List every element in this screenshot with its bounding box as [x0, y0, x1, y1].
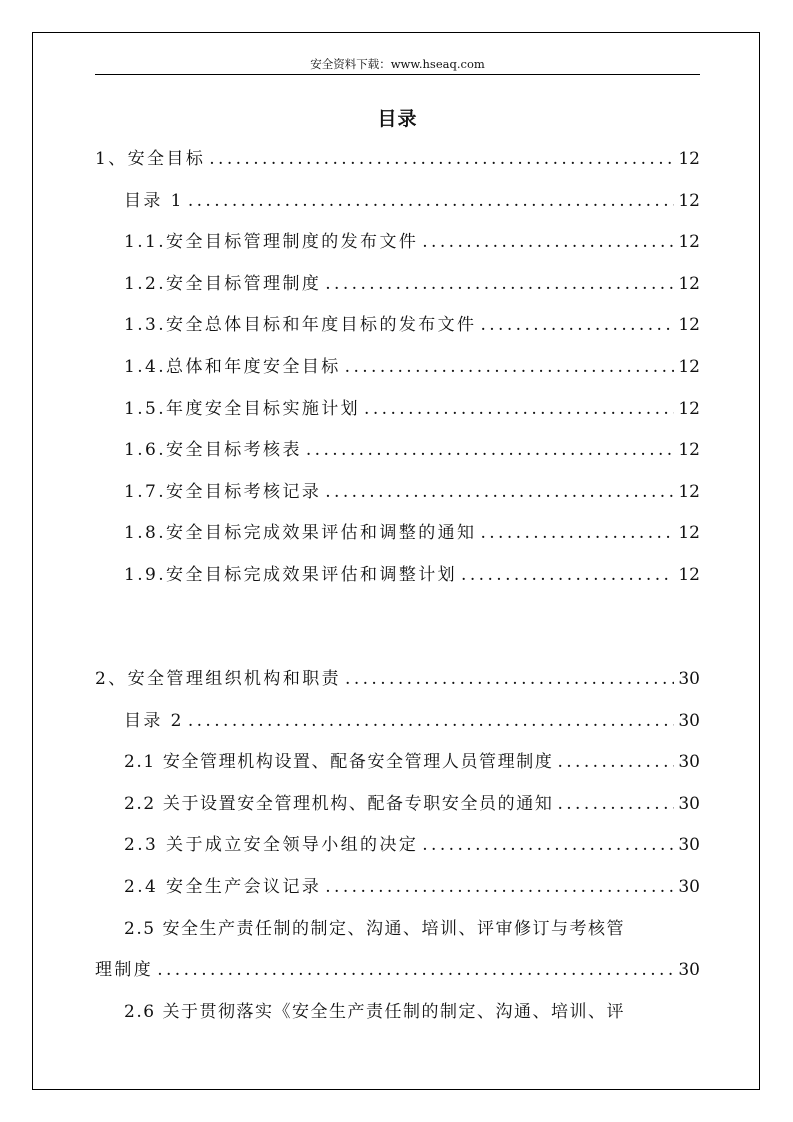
- toc-leader-dots: [325, 272, 674, 296]
- toc-entry-1-1[interactable]: [124, 230, 700, 254]
- toc-entry-2-4[interactable]: [124, 875, 700, 899]
- toc-entry-text: 1.7.安全目标考核记录: [124, 482, 322, 502]
- toc-entry-text: 1.3.安全总体目标和年度目标的发布文件: [124, 315, 477, 335]
- toc-entry-1-4[interactable]: [124, 355, 700, 379]
- toc-page-number: 12: [678, 565, 700, 585]
- toc-page-number: 12: [678, 482, 700, 502]
- toc-entry-1-3[interactable]: [124, 313, 700, 337]
- toc-page-number: 30: [678, 794, 700, 814]
- toc-entry-section-2[interactable]: [95, 667, 700, 691]
- toc-entry-2-5-line-1[interactable]: 2.5 安全生产责任制的制定、沟通、培训、评审修订与考核管: [124, 919, 625, 939]
- toc-entry-1-9[interactable]: [124, 563, 700, 587]
- toc-entry-text: 1、安全目标: [95, 149, 206, 169]
- toc-page-number: 12: [678, 274, 700, 294]
- toc-leader-dots: [325, 875, 674, 899]
- toc-leader-dots: [480, 313, 674, 337]
- toc-title: 目录: [377, 108, 418, 130]
- toc-page-number: 12: [678, 523, 700, 543]
- toc-leader-dots: [157, 958, 674, 982]
- toc-entry-text: 1.2.安全目标管理制度: [124, 274, 322, 294]
- toc-entry-1-7[interactable]: [124, 480, 700, 504]
- toc-entry-text: 2.4 安全生产会议记录: [124, 877, 322, 897]
- toc-page-number: 12: [678, 440, 700, 460]
- toc-page-number: 12: [678, 149, 700, 169]
- toc-leader-dots: [557, 750, 674, 774]
- toc-leader-dots: [209, 147, 674, 171]
- toc-entry-text: 2.2 关于设置安全管理机构、配备专职安全员的通知: [124, 794, 554, 814]
- toc-page-number: 12: [678, 232, 700, 252]
- toc-leader-dots: [325, 480, 674, 504]
- header-text: 安全资料下载：www.hseaq.com: [310, 57, 485, 71]
- toc-entry-text: 2.3 关于成立安全领导小组的决定: [124, 835, 419, 855]
- toc-entry-2-0[interactable]: [124, 709, 700, 733]
- toc-page-number: 30: [678, 877, 700, 897]
- toc-leader-dots: [422, 230, 674, 254]
- toc-entry-1-2[interactable]: [124, 272, 700, 296]
- toc-page-number: 30: [678, 960, 700, 980]
- toc-page-number: 12: [678, 357, 700, 377]
- toc-entry-2-2[interactable]: [124, 792, 700, 816]
- toc-entry-2-1[interactable]: [124, 750, 700, 774]
- toc-entry-1-6[interactable]: [124, 438, 700, 462]
- toc-entry-text: 1.8.安全目标完成效果评估和调整的通知: [124, 523, 477, 543]
- toc-leader-dots: [480, 521, 674, 545]
- toc-entry-text: 1.4.总体和年度安全目标: [124, 357, 341, 377]
- toc-page-number: 30: [678, 711, 700, 731]
- toc-entry-text: 目录 2: [124, 711, 184, 731]
- toc-entry-text: 1.6.安全目标考核表: [124, 440, 302, 460]
- toc-entry-2-6-line-1[interactable]: 2.6 关于贯彻落实《安全生产责任制的制定、沟通、培训、评: [124, 1002, 625, 1022]
- toc-leader-dots: [306, 438, 675, 462]
- toc-page-number: 12: [678, 399, 700, 419]
- toc-leader-dots: [461, 563, 674, 587]
- toc-entry-text: 1.1.安全目标管理制度的发布文件: [124, 232, 419, 252]
- toc-entry-text: 1.9.安全目标完成效果评估和调整计划: [124, 565, 458, 585]
- toc-page-number: 30: [678, 835, 700, 855]
- toc-page-number: 30: [678, 669, 700, 689]
- toc-leader-dots: [188, 709, 675, 733]
- toc-entry-text: 理制度: [95, 960, 154, 980]
- toc-entry-text: 2.1 安全管理机构设置、配备安全管理人员管理制度: [124, 752, 554, 772]
- toc-entry-2-3[interactable]: [124, 833, 700, 857]
- toc-page-number: 30: [678, 752, 700, 772]
- toc-leader-dots: [345, 355, 675, 379]
- toc-page-number: 12: [678, 315, 700, 335]
- toc-entry-text: 目录 1: [124, 191, 184, 211]
- toc-leader-dots: [364, 397, 674, 421]
- toc-entry-2-5-line-2[interactable]: [95, 958, 700, 982]
- toc-entry-section-1[interactable]: [95, 147, 700, 171]
- toc-entry-text: 1.5.年度安全目标实施计划: [124, 399, 361, 419]
- toc-entry-text: 2、安全管理组织机构和职责: [95, 669, 342, 689]
- toc-entry-1-0[interactable]: [124, 189, 700, 213]
- toc-leader-dots: [345, 667, 674, 691]
- toc-page-number: 12: [678, 191, 700, 211]
- toc-entry-1-5[interactable]: [124, 397, 700, 421]
- toc-leader-dots: [557, 792, 674, 816]
- toc-entry-1-8[interactable]: [124, 521, 700, 545]
- toc-leader-dots: [422, 833, 674, 857]
- page-header: [95, 56, 700, 75]
- toc-leader-dots: [188, 189, 675, 213]
